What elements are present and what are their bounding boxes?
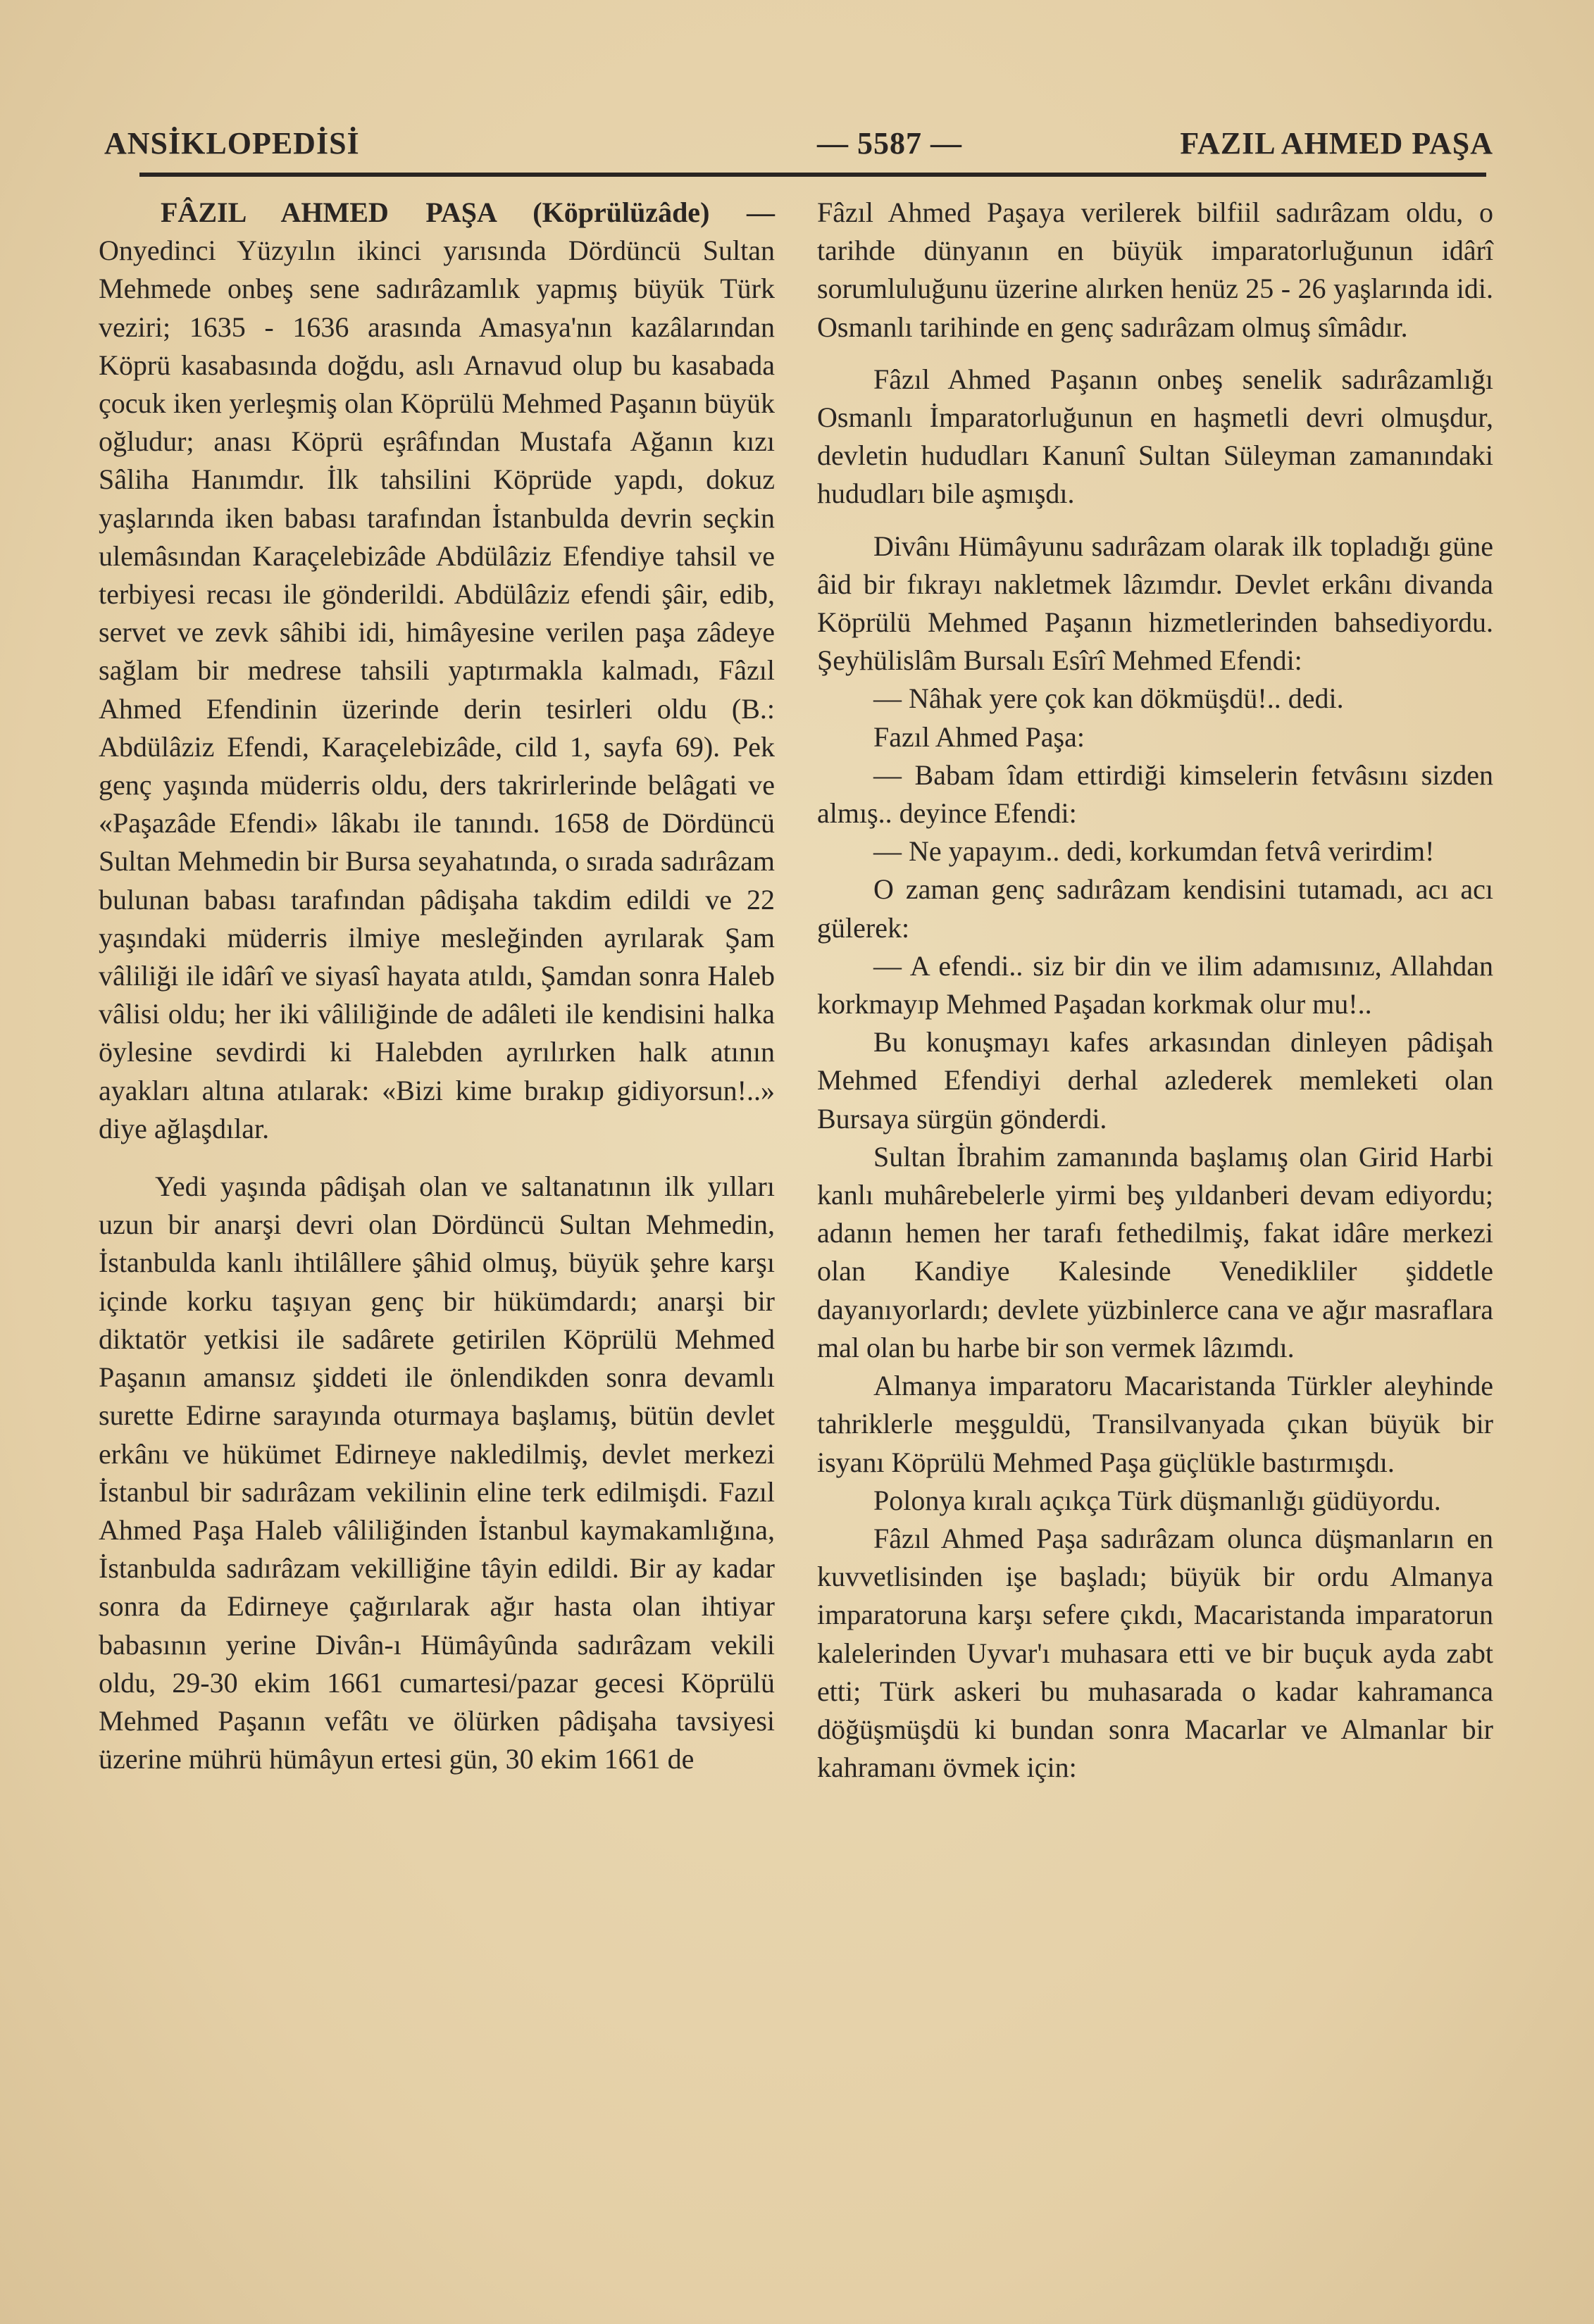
header-right: FAZIL AHMED PAŞA [1180,126,1493,161]
entry-text: Onyedinci Yüzyılın ikinci yarısında Dördüncü Sultan Mehmede onbeş sene sadırâzamlık yapmış büyük Türk veziri; 1635 - 1636 arasında Amasya'nın kazâlarından Köprü kasabasında doğdu, aslı Arnavud olup bu kasabada çocuk iken yerleşmiş olan Köprülü Mehmed Paşanın büyük oğludur; anası Köprü eşrâfından Mustafa Ağanın kızı Sâliha Hanımdır. İlk tahsilini Köprüde yapdı, dokuz yaşlarında iken babası tarafından İstanbulda devrin seçkin ulemâsından Karaçelebizâde Abdülâziz Efendiye tahsil ve terbiyesi recası ile gönderildi. Abdülâziz efendi şâir, edib, servet ve zevk sâhibi idi, himâyesine verilen paşa zâdeye sağlam bir medrese tahsili yaptırmakla kalmadı, Fâzıl Ahmed Efendinin üzerinde derin tesirleri oldu (B.: Abdülâziz Efendi, Karaçelebizâde, cild 1, sayfa 69). Pek genç yaşında müderris oldu, ders takrirlerinde belâgati ve «Paşazâde Efendi» lâkabı ile tanındı. 1658 de Dördüncü Sultan Mehmedin bir Bursa seyahatında, o sırada sadırâzam bulunan babası tarafından pâdişaha takdim edildi ve 22 yaşındaki müderris ilmiye mesleğinden ayrılarak Şam vâliliği ile idârî ve siyasî hayata atıldı, Şamdan sonra Haleb vâlisi oldu; her iki vâliliğinde de adâleti ile kendisini halka öylesine sevdirdi ki Halebden ayrılırken halk atının ayakları altına atılarak: «Bizi kime bırakıp gidiyorsun!..» diye ağlaşdılar. [99,235,775,1144]
dialogue-line: — Babam îdam ettirdiği kimselerin fetvâsını sizden almış.. deyince Efendi: [817,758,1493,830]
page-header [99,120,1493,169]
paragraph: Fâzıl Ahmed Paşanın onbeş senelik sadırâzamlığı Osmanlı İmparatorluğunun en haşmetli devri olmuşdur, devletin hududları Kanunî Sultan Süleyman zamanındaki hududları bile aşmışdı. [817,363,1493,510]
page-number: — 5587 — [817,126,962,161]
entry-paragraph-2: Yedi yaşında pâdişah olan ve saltanatının ilk yılları uzun bir anarşi devri olan Dördüncü Sultan Mehmedin, İstanbulda kanlı ihtilâllere şâhid olmuş, büyük şehre karşı içinde korku taşıyan genç bir hükümdardı; anarşi bir diktatör yetkisi ile sadârete getirilen Köprülü Mehmed Paşanın amansız şiddeti ile önlendikden sonra devamlı surette Edirne sarayında oturmaya başlamış, bütün devlet erkânı ve hükümet Edirneye nakledilmiş, devlet merkezi İstanbul bir sadırâzam vekilinin eline terk edilmişdi. Fazıl Ahmed Paşa Haleb vâliliğinden İstanbul kaymakamlığına, İstanbulda sadırâzam vekilliğine tâyin edildi. Bir ay kadar sonra da Edirneye çağırılarak ağır hasta olan ihtiyar babasının yerine Divân-ı Hümâyûnda sadırâzam vekili oldu, 29-30 ekim 1661 cumartesi/pazar gecesi Köprülü Mehmed Paşanın vefâtı ve ölürken pâdişaha tavsiyesi üzerine mührü hümâyun ertesi gün, 30 ekim 1661 de [99,1170,775,1775]
dialogue-line: — Nâhak yere çok kan dökmüşdü!.. dedi. [873,682,1344,715]
header-rule [139,173,1486,177]
entry-headword: FÂZIL AHMED PAŞA (Köprülüzâde) — [161,196,775,228]
left-column [99,194,775,1778]
paragraph: O zaman genç sadırâzam kendisini tutamadı, acı acı gülerek: [817,873,1493,944]
paragraph: Fâzıl Ahmed Paşa sadırâzam olunca düşmanların en kuvvetlisinden işe başladı; büyük bir ordu Almanya imparatoruna karşı sefere çıkdı, Macaristanda imparatorun kalelerinden Uyvar'ı muhasara etti ve bir buçuk ayda zabt etti; Türk askeri bu muhasarada o kadar kahramanca döğüşmüşdü ki bundan sonra Macarlar ve Almanlar bir kahramanı övmek için: [817,1522,1493,1784]
paragraph: Polonya kıralı açıkça Türk düşmanlığı güdüyordu. [873,1484,1441,1516]
dialogue-line: Fazıl Ahmed Paşa: [873,720,1085,753]
paragraph: Fâzıl Ahmed Paşaya verilerek bilfiil sadırâzam oldu, o tarihde dünyanın en büyük imparatorluğunun idârî sorumluluğunu üzerine alırken henüz 25 - 26 yaşlarında idi. Osmanlı tarihinde en genç sadırâzam olmuş sîmâdır. [817,196,1493,343]
paragraph: Sultan İbrahim zamanında başlamış olan Girid Harbi kanlı muhârebelerle yirmi beş yıldanberi devam ediyordu; adanın hemen her tarafı fethedilmiş, fakat idâre merkezi olan Kandiye Kalesinde Venedikliler şiddetle dayanıyorlardı; devlete yüzbinlerce cana ve ağır masraflara mal olan bu harbe bir son vermek lâzımdı. [817,1140,1493,1363]
paragraph: Bu konuşmayı kafes arkasından dinleyen pâdişah Mehmed Efendiyi derhal azlederek memleketi olan Bursaya sürgün gönderdi. [817,1026,1493,1135]
paragraph: Almanya imparatoru Macaristanda Türkler aleyhinde tahriklerle meşguldü, Transilvanyada çıkan büyük bir isyanı Köprülü Mehmed Paşa güçlükle bastırmışdı. [817,1370,1493,1478]
header-left: ANSİKLOPEDİSİ [104,126,360,161]
right-column [817,194,1493,1787]
entry-paragraph-1 [99,194,775,1148]
dialogue-line: — A efendi.. siz bir din ve ilim adamısınız, Allahdan korkmayıp Mehmed Paşadan korkmak olur mu!.. [817,949,1493,1020]
dialogue-line: — Ne yapayım.. dedi, korkumdan fetvâ verirdim! [873,835,1435,868]
paragraph: Divânı Hümâyunu sadırâzam olarak ilk topladığı güne âid bir fıkrayı nakletmek lâzımdır. Devlet erkânı divanda Köprülü Mehmed Paşanın hizmetlerinden bahsediyordu. Şeyhülislâm Bursalı Esîrî Mehmed Efendi: [817,530,1493,677]
